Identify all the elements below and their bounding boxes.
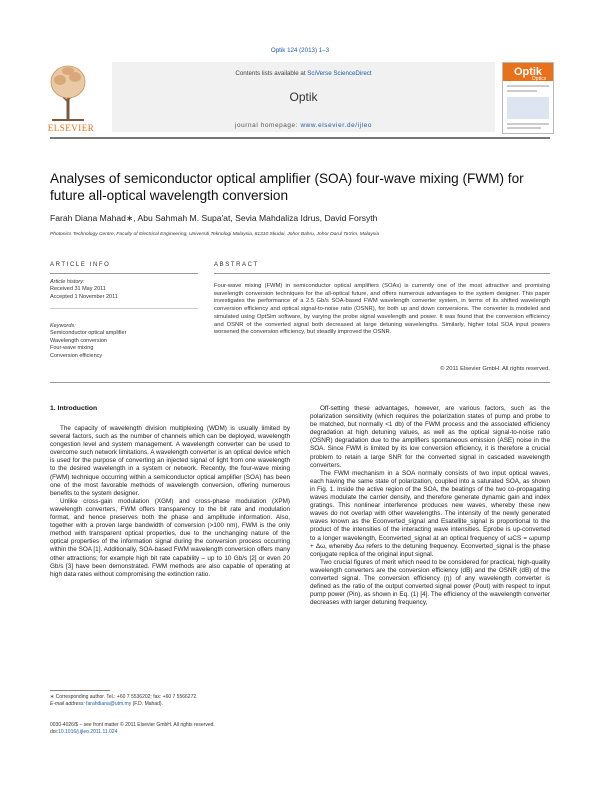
received-date: Received 31 May 2011 [50,286,106,293]
email-link[interactable]: farahdiana@utm.my [86,701,132,707]
abstract-bottom-rule [50,382,550,383]
publisher-logo-text: ELSEVIER [47,123,95,133]
corresponding-author: ∗ Corresponding author. Tel.: +60 7 5536202; fax: +60 7 5566272. [50,694,198,700]
homepage-prefix: journal homepage: [234,122,301,129]
body-paragraph: Off-setting these advantages, however, are various factors, such as the polarization sensitivity (which requires the polarization states of pump and probe to be matched, but normally <1 db) of the FWM process and the associated efficiency degradation at high detuning values, as well as the optical signal-to-noise ratio (OSNR) degradation due to the amplifiers spontaneous emission (ASE) noise in the SOA. Since FWM is limited by its low conversion efficiency, it is therefore a crucial problem to retain a large SNR for the converted signal in cascaded wavelength converters. [310,405,550,469]
journal-name: Optik [289,90,318,104]
issn-line: 0030-4026/$ – see front matter © 2011 Elsevier GmbH. All rights reserved. [50,722,215,728]
history-divider [50,308,198,309]
doi-prefix: doi: [50,729,59,735]
keywords-label: Keywords: [50,323,76,329]
article-authors: Farah Diana Mahad∗, Abu Sahmah M. Supa'at, Sevia Mahdaliza Idrus, David Forsyth [50,213,378,223]
email-line [50,701,290,708]
body-paragraph: The capacity of wavelength division multiplexing (WDM) is usually limited by several factors, such as the number of channels which can be deployed, wavelength congestion level and system management. A wavelength converter can be used to overcome such network limitations. A wavelength converter is an optical device which is used for the purpose of converting an injected signal of light from one wavelength to the desired wavelength in a system or network. Recently, the four-wave mixing (FWM) technique occurring within a semiconductor optical amplifier (SOA) has been one of the most favorable methods of wavelength conversion, offering numerous benefits to the system designer. [50,425,290,497]
article-title: Analyses of semiconductor optical amplifier (SOA) four-wave mixing (FWM) for future all-optical wavelength conversion [50,171,524,203]
optik-cover-thumbnail-icon [502,62,554,134]
contents-line [112,70,495,77]
footnote [50,694,290,708]
cover-subtitle: Optics [531,76,547,82]
keyword-item: Four-wave mixing [50,345,94,352]
article-info-heading: ARTICLE INFO [50,262,111,268]
copyright-notice: © 2011 Elsevier GmbH. All rights reserved. [440,366,550,372]
abstract-heading: ABSTRACT [214,262,259,268]
cover-title: Optik [513,66,543,78]
footnote-rule [50,690,110,691]
email-suffix: (F.D. Mahad). [131,701,163,707]
section-heading: 1. Introduction [50,405,98,412]
elsevier-tree-logo-icon [48,62,88,122]
article-info-rule [50,273,198,274]
body-paragraph: Unlike cross-gain modulation (XGM) and cross-phase modulation (XPM) wavelength converters, FWM offers transparency to the bit rate and modulation format, and hence preserves both the phase and amplitude information. Also, together with a proven large bandwidth of conversion (>100 nm), FWM is the only method with transparent optical properties, due to the unchanging nature of the optical properties of the information signal during the conversion process occurring within the SOA [1]. Additionally, SOA-based FWM wavelength conversion offers many other attractions; for example high bit rate capability – up to 10 Gb/s [2] or even 20 Gb/s [3] have been demonstrated. FWM methods are also capable of operating at high data rates without compromising the extinction ratio. [50,497,290,578]
keyword-item: Wavelength conversion [50,337,107,344]
email-label: E-mail address: [50,701,87,707]
history-label: Article history: [50,279,85,285]
abstract-rule [214,273,550,274]
author-affiliation: Photonics Technology Centre, Faculty of Electrical Engineering, Universiti Teknologi Malaysia, 81310 Skudai, Johor Bahru, Johor Darul Ta'zim, Malaysia [50,232,380,237]
header-rule [50,137,550,139]
keywords-block [50,323,198,360]
sciencedirect-link[interactable]: SciVerse ScienceDirect [307,70,372,77]
accepted-date: Accepted 1 November 2011 [50,293,118,300]
contents-prefix: Contents lists available at [235,70,308,77]
article-history [50,279,198,301]
issn-block [50,722,290,736]
body-paragraph: The FWM mechanism in a SOA normally consists of two input optical waves, each having the same state of polarization, coupled into a saturated SOA, as shown in Fig. 1. Inside the active region of the SOA, the beatings of the two co-propagating waves modulate the carrier density, and therefore generate dynamic gain and index gratings. This nonlinear interference produces new waves, whereby these new waves do not overlap with other wavelengths. The intensity of the newly generated waves known as the Econverted_signal and Esatellite_signal is proportional to the product of the intensities of the interacting wave intensities. Eprobe is up-converted to a longer wavelength, Econverted_signal at an optical frequency of ωCS = ωpump + Δω, whereby Δω refers to the detuning frequency. Econverted_signal is the phase conjugate replica of the original input signal. [310,469,550,558]
journal-citation[interactable]: Optik 124 (2013) 1–3 [270,47,330,54]
body-paragraph: Two crucial figures of merit which need to be considered for practical, high-quality wavelength converters are the conversion efficiency (dB) and the OSNR (dB) of the converted signal. The conversion efficiency (η) of any wavelength converter is defined as the ratio of the output converted signal power (Pout) with respect to input pump power (Pin), as shown in Eq. (1) [4]. The efficiency of the wavelength converter decreases with larger detuning frequency, [310,558,550,607]
journal-homepage [112,122,495,129]
abstract-text: Four-wave mixing (FWM) in semiconductor optical amplifiers (SOAs) is currently one of the most attractive and promising wavelength conversion techniques for the all-optical future, and offers numerous advantages to the system designer. This paper investigates the performance of a 2.5 Gb/s SOA-based FWM wavelength converter system, in terms of its shifted wavelength conversion efficiency and optical signal-to-noise ratio (OSNR), for both up and down conversions. The converter is modeled and simulated using OptSim software, by varying the probe signal wavelength and power. It was found that the conversion efficiency and OSNR of the converted signal both decreased at large detuning wavelengths. Similarly, higher total SOA input powers worsened the conversion efficiency, but steadily improved the OSNR. [214,283,550,336]
keyword-item: Semiconductor optical amplifier [50,330,127,337]
doi-link[interactable]: 10.1016/j.ijleo.2011.11.024 [58,729,118,735]
body-column-right [310,405,550,607]
homepage-link[interactable]: www.elsevier.de/ijleo [300,122,373,129]
doi-line [50,729,290,736]
body-column-left [50,425,290,579]
keyword-item: Conversion efficiency [50,352,103,359]
